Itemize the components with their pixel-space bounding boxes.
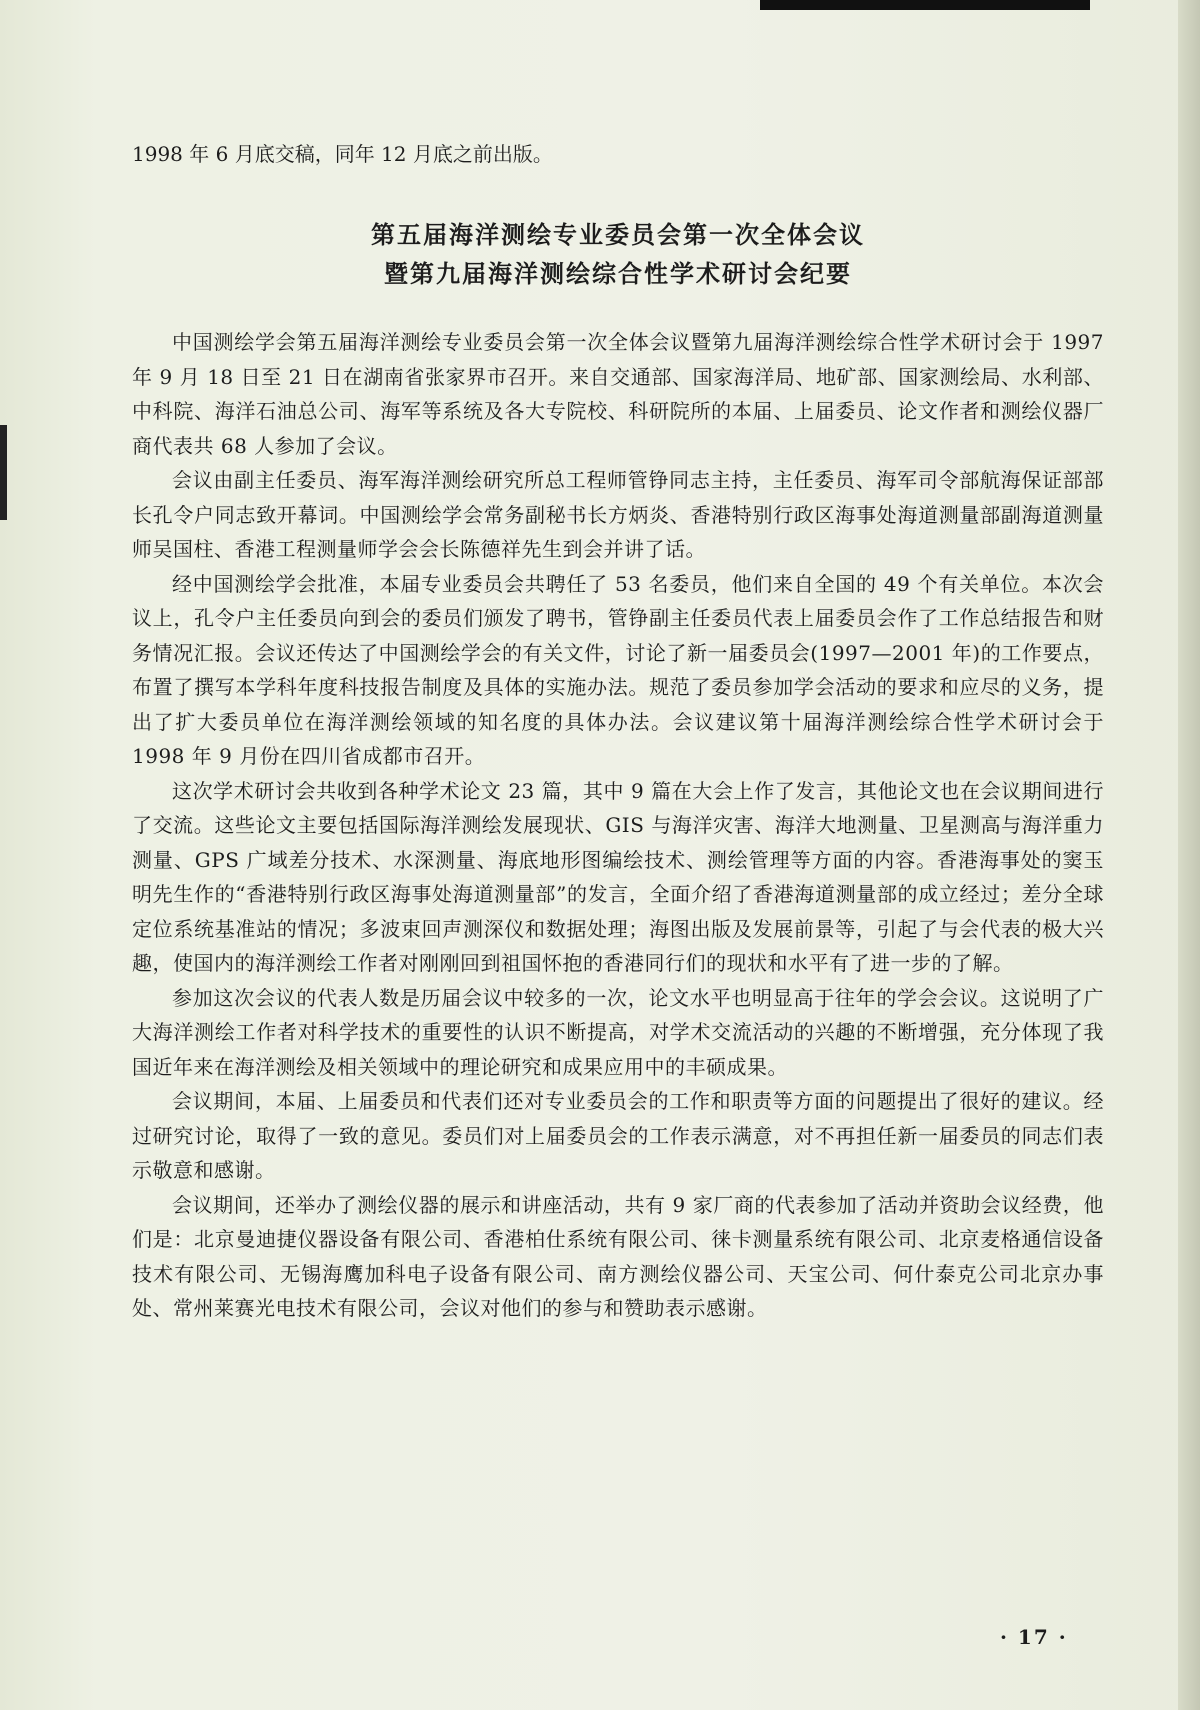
paragraph-1: 中国测绘学会第五届海洋测绘专业委员会第一次全体会议暨第九届海洋测绘综合性学术研讨会于 1997 年 9 月 18 日至 21 日在湖南省张家界市召开。来自交通部、国家海洋局、地矿部、国家测绘局、水利部、中科院、海洋石油总公司、海军等系统及各大专院校、科研院所的本届、上届委员、论文作者和测绘仪器厂商代表共 68 人参加了会议。	[132, 330, 1104, 458]
paragraph-7: 会议期间，还举办了测绘仪器的展示和讲座活动，共有 9 家厂商的代表参加了活动并资助会议经费，他们是：北京曼迪捷仪器设备有限公司、香港柏仕系统有限公司、徕卡测量系统有限公司、北京麦格通信设备技术有限公司、无锡海鹰加科电子设备有限公司、南方测绘仪器公司、天宝公司、何什泰克公司北京办事处、常州莱赛光电技术有限公司，会议对他们的参与和赞助表示感谢。	[132, 1192, 1104, 1320]
article-body	[132, 325, 1104, 1326]
paragraph-2: 会议由副主任委员、海军海洋测绘研究所总工程师管铮同志主持，主任委员、海军司令部航海保证部部长孔令户同志致开幕词。中国测绘学会常务副秘书长方炳炎、香港特别行政区海事处海道测量部副海道测量师吴国柱、香港工程测量师学会会长陈德祥先生到会并讲了话。	[132, 468, 1104, 561]
paragraph-5: 参加这次会议的代表人数是历届会议中较多的一次，论文水平也明显高于往年的学会会议。这说明了广大海洋测绘工作者对科学技术的重要性的认识不断提高，对学术交流活动的兴趣的不断增强，充分体现了我国近年来在海洋测绘及相关领域中的理论研究和成果应用中的丰硕成果。	[132, 985, 1104, 1079]
paragraph-4: 这次学术研讨会共收到各种学术论文 23 篇，其中 9 篇在大会上作了发言，其他论文也在会议期间进行了交流。这些论文主要包括国际海洋测绘发展现状、GIS 与海洋灾害、海洋大地测量、卫星测高与海洋重力测量、GPS 广域差分技术、水深测量、海底地形图编绘技术、测绘管理等方面的内容。香港海事处的窦玉明先生作的“香港特别行政区海事处海道测量部”的发言，全面介绍了香港海道测量部的成立经过；差分全球定位系统基准站的情况；多波束回声测深仪和数据处理；海图出版及发展前景等，引起了与会代表的极大兴趣，使国内的海洋测绘工作者对刚刚回到祖国怀抱的香港同行们的现状和水平有了进一步的了解。	[132, 778, 1104, 975]
page-number: · 17 ·	[1000, 1625, 1068, 1649]
paragraph-3: 经中国测绘学会批准，本届专业委员会共聘任了 53 名委员，他们来自全国的 49 个有关单位。本次会议上，孔令户主任委员向到会的委员们颁发了聘书，管铮副主任委员代表上届委员会作了工作总结报告和财务情况汇报。会议还传达了中国测绘学会的有关文件，讨论了新一届委员会(1997—2001 年)的工作要点，布置了撰写本学科年度科技报告制度及具体的实施办法。规范了委员参加学会活动的要求和应尽的义务，提出了扩大委员单位在海洋测绘领域的知名度的具体办法。会议建议第十届海洋测绘综合性学术研讨会于 1998 年 9 月份在四川省成都市召开。	[132, 571, 1104, 768]
scan-edge-bar	[760, 0, 1090, 10]
title-line-2: 暨第九届海洋测绘综合性学术研讨会纪要	[384, 260, 852, 288]
paragraph-6: 会议期间，本届、上届委员和代表们还对专业委员会的工作和职责等方面的问题提出了很好的建议。经过研究讨论，取得了一致的意见。委员们对上届委员会的工作表示满意，对不再担任新一届委员的同志们表示敬意和感谢。	[132, 1089, 1104, 1182]
article-title	[132, 216, 1104, 294]
binding-edge	[1178, 0, 1200, 1710]
carryover-line: 1998 年 6 月底交稿，同年 12 月底之前出版。	[132, 142, 553, 166]
title-line-1: 第五届海洋测绘专业委员会第一次全体会议	[371, 221, 865, 249]
scan-margin-mark	[0, 425, 7, 520]
